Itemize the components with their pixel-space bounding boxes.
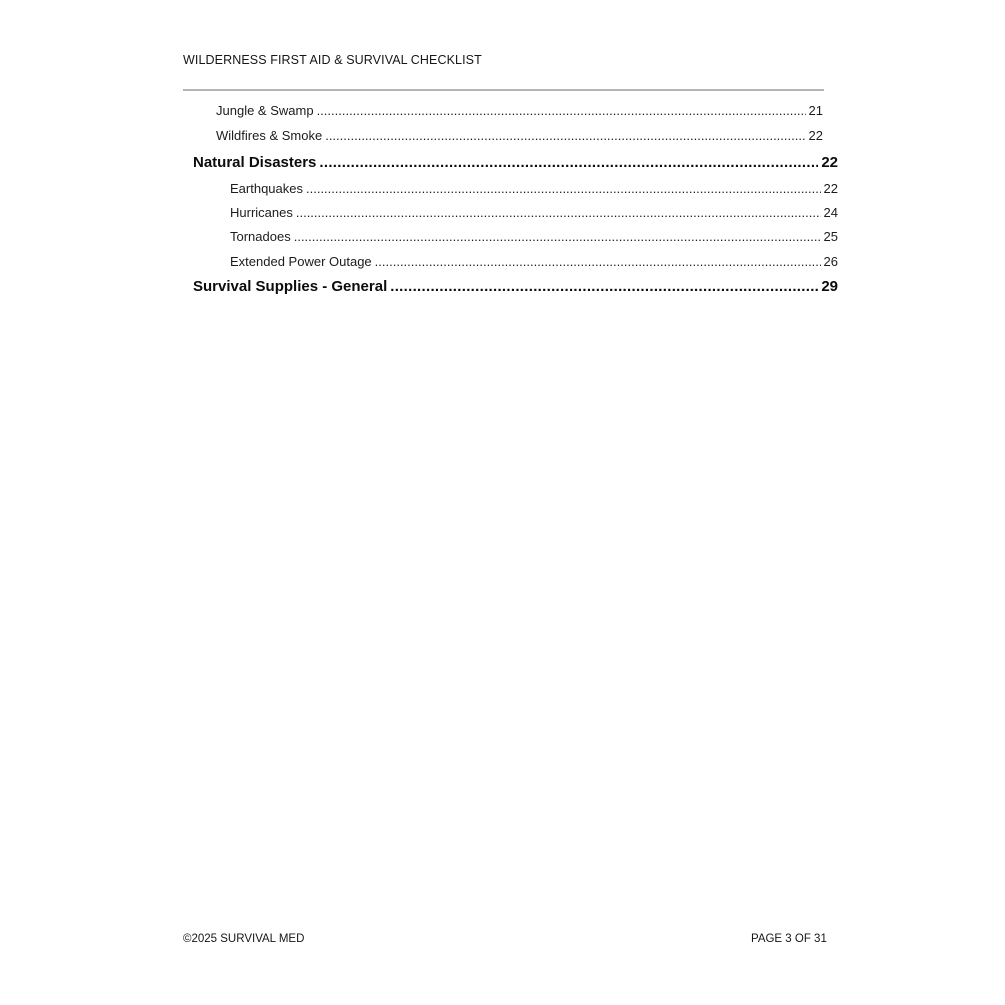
footer-copyright: ©2025 SURVIVAL MED xyxy=(183,933,305,945)
toc-entry-label: Natural Disasters xyxy=(193,154,317,171)
toc-dot-leader xyxy=(296,204,821,222)
document-header-title: WILDERNESS FIRST AID & SURVIVAL CHECKLIST xyxy=(183,53,482,67)
toc-dot-leader xyxy=(390,277,818,297)
footer-page-indicator: PAGE 3 OF 31 xyxy=(751,933,827,945)
toc-dot-leader xyxy=(325,127,805,145)
toc-dot-leader xyxy=(317,102,806,120)
toc-page-number: 29 xyxy=(821,278,838,295)
toc-entry-survival-supplies-general[interactable] xyxy=(193,277,838,297)
toc-entry-label: Jungle & Swamp xyxy=(216,103,314,118)
toc-entry-tornadoes[interactable] xyxy=(230,228,838,246)
toc-entry-extended-power-outage[interactable] xyxy=(230,253,838,271)
toc-entry-wildfires-smoke[interactable] xyxy=(216,127,823,145)
toc-entry-jungle-swamp[interactable] xyxy=(216,102,823,120)
toc-entry-label: Tornadoes xyxy=(230,229,291,244)
toc-entry-label: Earthquakes xyxy=(230,181,303,196)
toc-page-number: 21 xyxy=(808,103,823,118)
toc-page-number: 22 xyxy=(808,128,823,143)
toc-dot-leader xyxy=(319,153,818,173)
toc-entry-hurricanes[interactable] xyxy=(230,204,838,222)
toc-page-number: 24 xyxy=(823,205,838,220)
toc-entry-natural-disasters[interactable] xyxy=(193,153,838,173)
toc-dot-leader xyxy=(306,180,821,198)
toc-page-number: 25 xyxy=(823,229,838,244)
toc-entry-earthquakes[interactable] xyxy=(230,180,838,198)
header-divider xyxy=(183,89,824,91)
toc-entry-label: Hurricanes xyxy=(230,205,293,220)
toc-page-number: 26 xyxy=(823,254,838,269)
toc-entry-label: Wildfires & Smoke xyxy=(216,128,323,143)
toc-entry-label: Survival Supplies - General xyxy=(193,278,388,295)
toc-page-number: 22 xyxy=(823,181,838,196)
toc-dot-leader xyxy=(294,228,821,246)
toc-dot-leader xyxy=(375,253,821,271)
toc-entry-label: Extended Power Outage xyxy=(230,254,372,269)
toc-page-number: 22 xyxy=(821,154,838,171)
